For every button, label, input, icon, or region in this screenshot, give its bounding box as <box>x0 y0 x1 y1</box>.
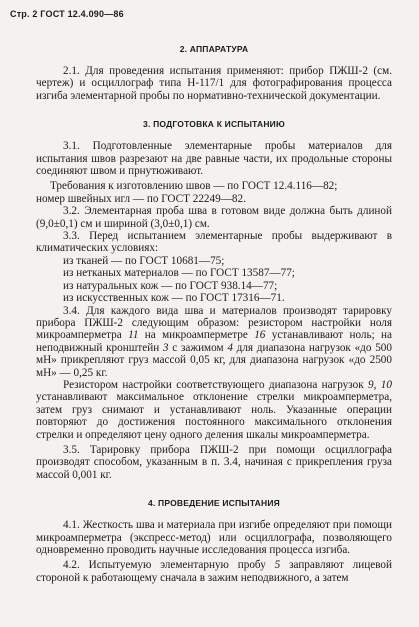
paragraph-3-1-requirements: Требования к изготовлению швов — по ГОСТ 12.4.116—82; <box>50 180 338 193</box>
ref-16: 16 <box>254 329 266 342</box>
p42-text-a: 4.2. Испытуемую элементарную пробу <box>63 559 275 572</box>
p34b-text-a: Резистором настройки соответствующего диапазона нагрузок <box>63 378 369 391</box>
ref-5: 5 <box>274 559 281 572</box>
p34b-text-b: устанавливают максимальное отклонение стрелки микроамперметра, затем груз снимают и устанавливают ноль. Указанные операции повторяют до достижения постоянного максимального отклонения стрелки и определяют цену одного деления шкалы микроамперметра. <box>36 391 392 441</box>
p42-text-b: заправляют лицевой стороной к работающему сначала в зажим неподвижного, а затем <box>36 559 392 584</box>
paragraph-3-1-needles: номер швейных игл — по ГОСТ 22249—82. <box>36 192 246 205</box>
page-header: Стр. 2 ГОСТ 12.4.090—86 <box>10 9 124 19</box>
paragraph-3-1: 3.1. Подготовленные элементарные пробы материалов для испытания швов разрезают на две равные части, их продольные стороны соединяют швом и прнутюживают. <box>36 140 392 178</box>
paragraph-4-2 <box>36 559 392 584</box>
paragraph-3-5: 3.5. Тарировку прибора ПЖШ-2 при помощи осциллографа производят способом, указанным в п. 3.4, начиная с прикрепления груза массой 0,001 кг. <box>36 443 392 481</box>
p34-text-b: на микроамперметре <box>138 329 255 342</box>
ref-3: 3 <box>162 341 169 354</box>
list-item-natural-leather: из натуральных кож — по ГОСТ 938.14—77; <box>63 279 278 292</box>
list-item-fabrics: из тканей — по ГОСТ 10681—75; <box>63 254 225 267</box>
p34-text-a: 3.4. Для каждого вида шва и материалов производят тарировку прибора ПЖШ-2 следующим образом: резистором настройки ноля микроамперметра <box>36 304 392 342</box>
ref-11: 11 <box>128 329 139 342</box>
section-4-title: 4. ПРОВЕДЕНИЕ ИСПЫТАНИЯ <box>148 498 280 509</box>
section-2-title: 2. АППАРАТУРА <box>179 44 249 54</box>
section-3-title: 3. ПОДГОТОВКА К ИСПЫТАНИЮ <box>143 119 285 130</box>
paragraph-3-4 <box>36 305 392 379</box>
paragraph-3-4-resistor <box>36 379 392 441</box>
list-item-artificial-leather: из искусственных кож — по ГОСТ 17316—71. <box>63 292 285 305</box>
list-item-nonwoven: из нетканых материалов — по ГОСТ 13587—77; <box>63 267 295 280</box>
ref-9-10: 9, 10 <box>368 378 392 391</box>
paragraph-4-1: 4.1. Жесткость шва и материала при изгибе определяют при помощи микроамперметра (экспресс-метод) или осциллографа, позволяющего одновременно проводить научные исследования процесса изгиба. <box>36 519 392 556</box>
p34-text-c: устанавливают ноль; на неподвижный кронштейн <box>36 329 392 354</box>
paragraph-2-1: 2.1. Для проведения испытания применяют: прибор ПЖШ-2 (см. чертеж) и осциллограф типа Н-117/1 для фотографирования процесса изгиба элементарной пробы по нормативно-технической документации. <box>36 65 392 102</box>
paragraph-3-3: 3.3. Перед испытанием элементарные пробы выдерживают в климатических условиях: <box>36 230 392 255</box>
paragraph-3-2: 3.2. Элементарная проба шва в готовом виде должна быть длиной (9,0±0,1) см и шириной (3,0±0,1) см. <box>36 205 392 230</box>
p34-text-e: для диапазона нагрузок «до 500 мН» прикрепляют груз массой 0,05 кг, для диапазона нагрузок «до 2500 мН» — 0,25 кг. <box>36 341 392 379</box>
ref-4: 4 <box>227 341 233 354</box>
page-content <box>36 44 392 584</box>
p34-text-d: с зажимом <box>168 341 228 354</box>
